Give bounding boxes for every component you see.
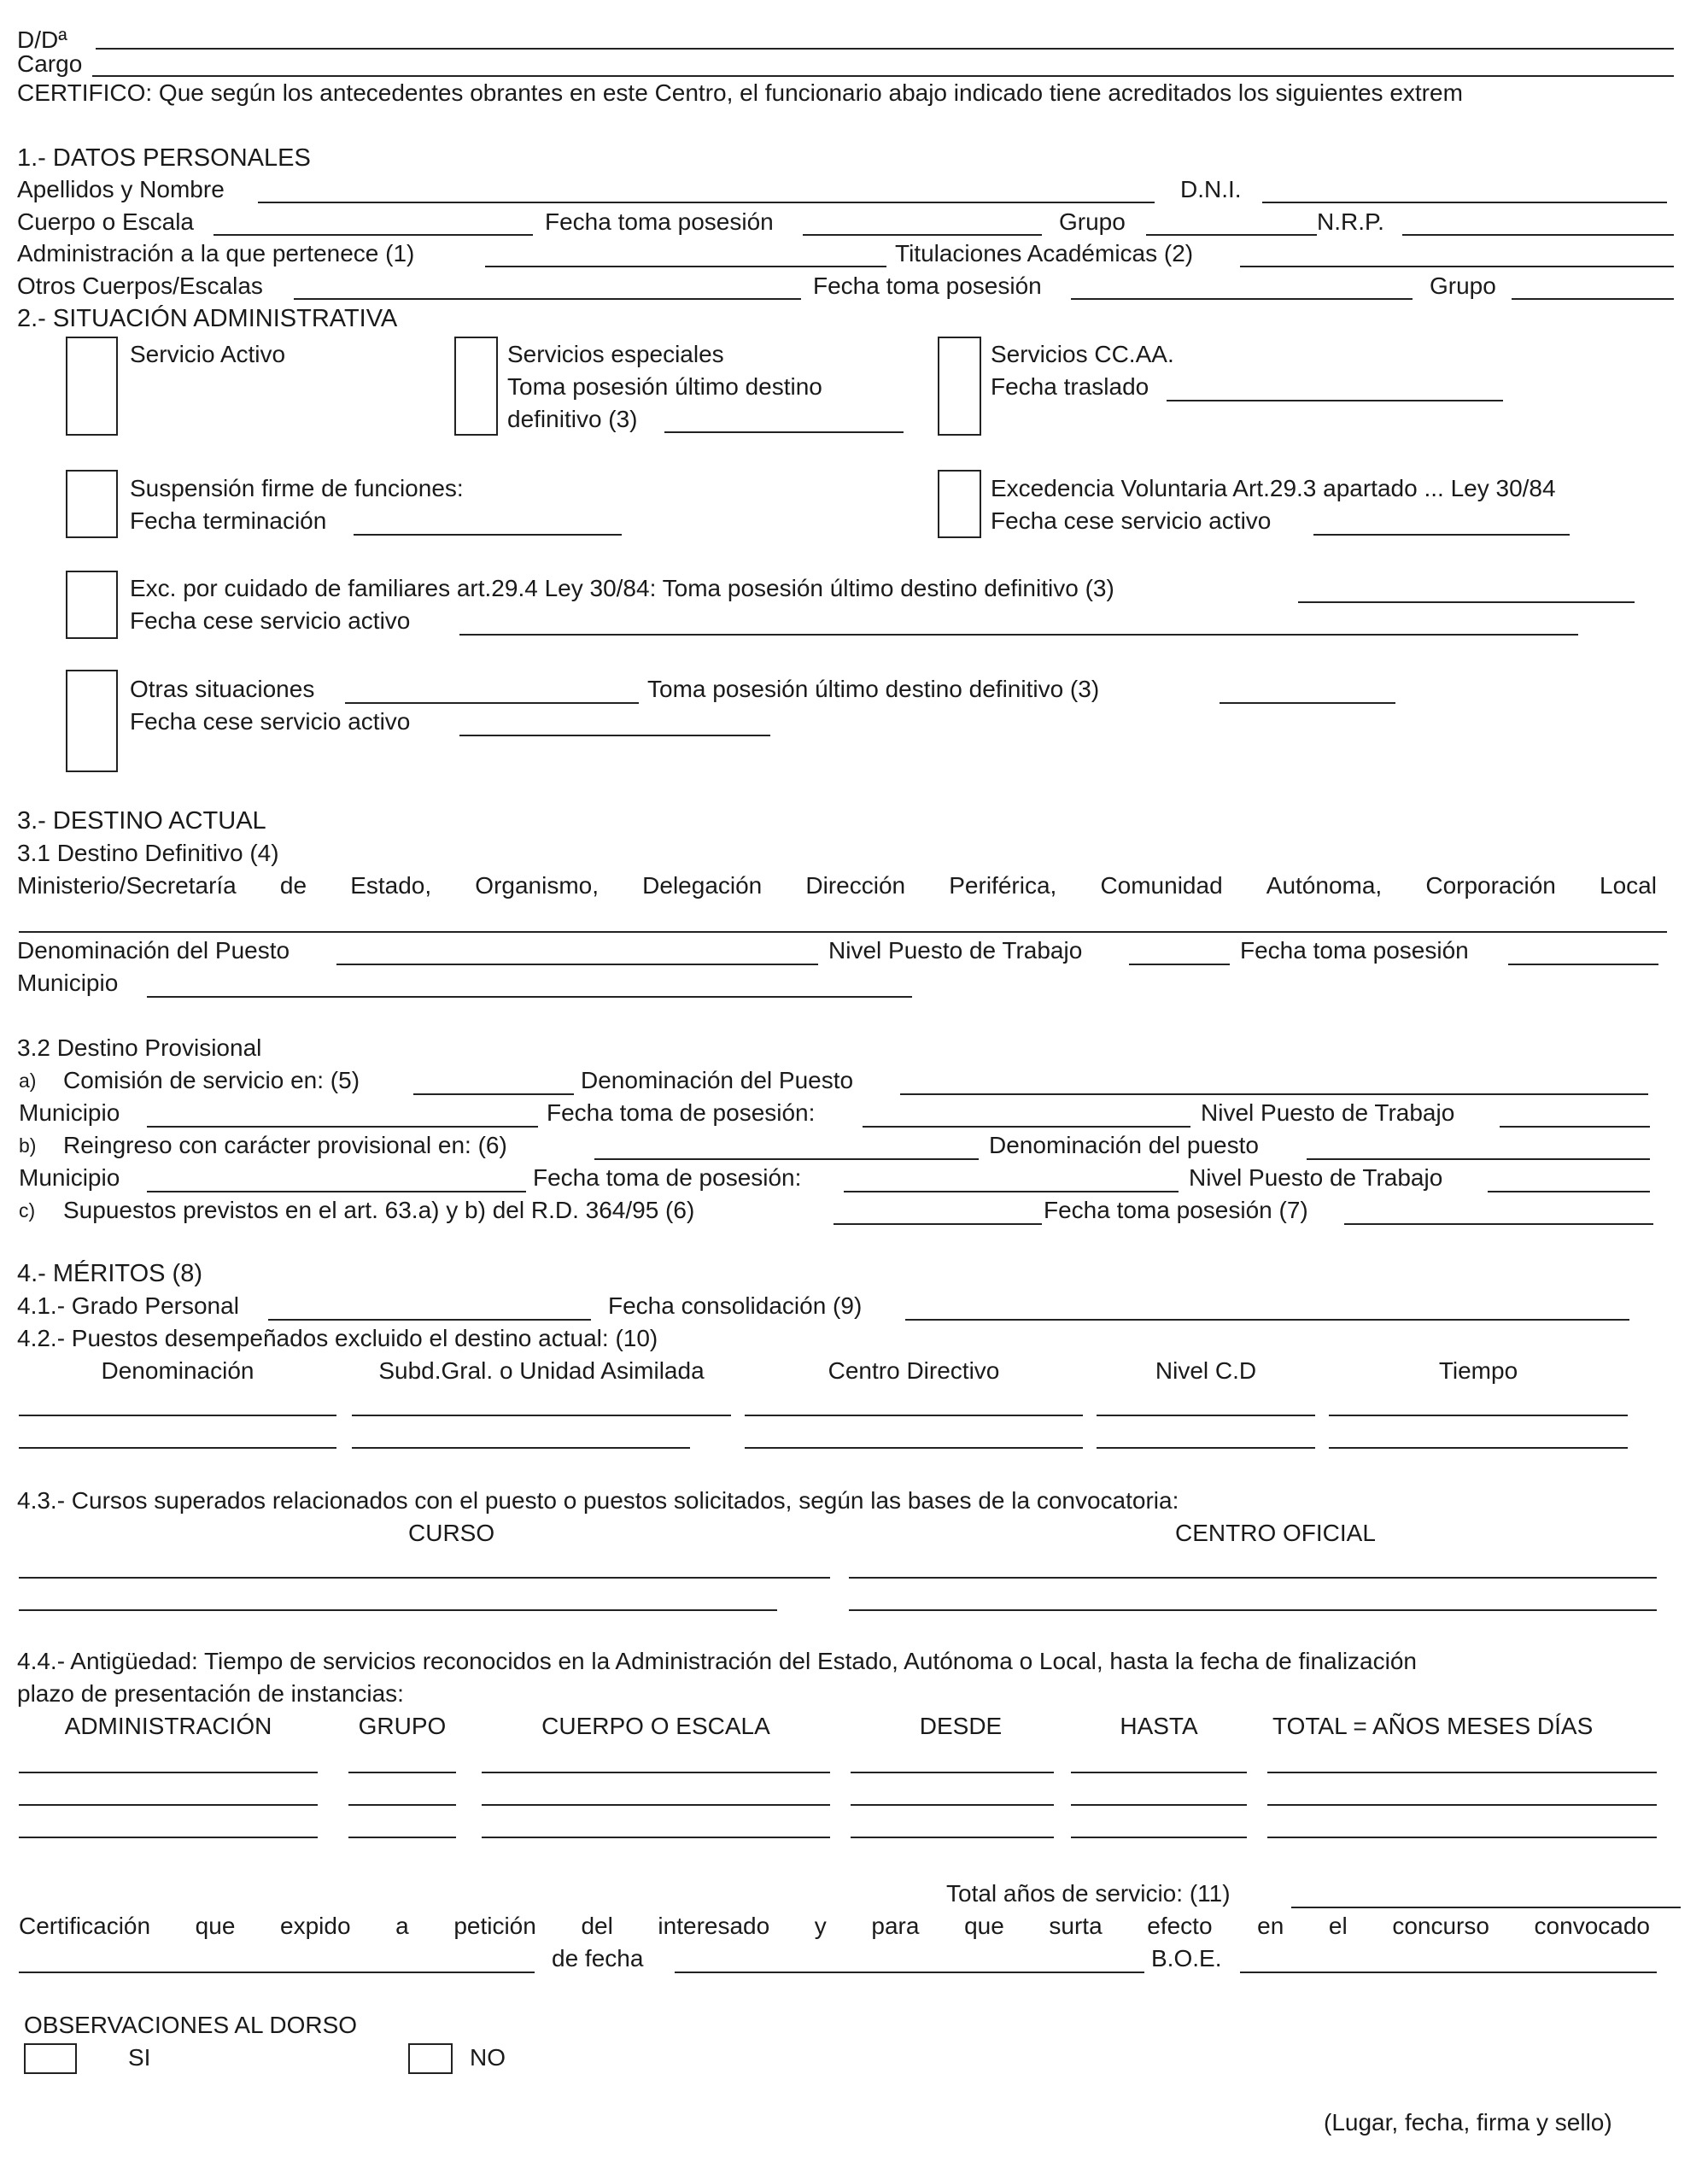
antiguedad-label-2: plazo de presentación de instancias:: [17, 1680, 404, 1707]
checkbox-cuidado-familiares[interactable]: [66, 571, 118, 639]
cert-word: el: [1328, 1913, 1348, 1939]
total-anos-field[interactable]: [1291, 1907, 1681, 1908]
item-a-letter: a): [19, 1069, 37, 1092]
especiales-label-1: Servicios especiales: [507, 341, 724, 367]
otros-cuerpos-field[interactable]: [294, 298, 801, 300]
cert-word: que: [964, 1913, 1004, 1939]
antiguedad-row-3-cuerpo[interactable]: [482, 1837, 830, 1838]
checkbox-servicios-ccaa[interactable]: [938, 337, 981, 436]
grado-label: 4.1.- Grado Personal: [17, 1292, 239, 1319]
col-administracion: ADMINISTRACIÓN: [64, 1713, 272, 1739]
certificacion-line: [19, 1912, 1650, 1941]
fecha-toma2-label: Fecha toma posesión: [813, 272, 1042, 299]
puesto-row-1-subdireccion[interactable]: [352, 1415, 731, 1416]
de-fecha-label: de fecha: [552, 1945, 644, 1972]
comision-denominacion-label: Denominación del Puesto: [581, 1067, 854, 1093]
antiguedad-row-1-total[interactable]: [1267, 1772, 1657, 1773]
reingreso-municipio-field[interactable]: [147, 1191, 526, 1192]
col-nivel: Nivel C.D: [1155, 1357, 1257, 1384]
antiguedad-row-3-desde[interactable]: [851, 1837, 1054, 1838]
certifico-text: CERTIFICO: Que según los antecedentes obrantes en este Centro, el funcionario abajo indicado tiene acreditados los siguientes extrem: [17, 79, 1463, 106]
section-4-title: 4.- MÉRITOS (8): [17, 1260, 202, 1287]
no-label: NO: [470, 2044, 506, 2071]
comision-fecha-field[interactable]: [863, 1126, 1190, 1128]
cuidado-label-2: Fecha cese servicio activo: [130, 607, 411, 634]
cert-word: efecto: [1147, 1913, 1213, 1939]
reingreso-nivel-field[interactable]: [1488, 1191, 1650, 1192]
reingreso-denominacion-field[interactable]: [1307, 1158, 1650, 1160]
puesto-row-1-nivel[interactable]: [1097, 1415, 1315, 1416]
destino-provisional-label: 3.2 Destino Provisional: [17, 1034, 262, 1061]
section-3-title: 3.- DESTINO ACTUAL: [17, 807, 266, 835]
puesto-row-2-subdireccion[interactable]: [352, 1447, 690, 1449]
antiguedad-row-2-hasta[interactable]: [1071, 1804, 1247, 1806]
reingreso-nivel-label: Nivel Puesto de Trabajo: [1189, 1164, 1443, 1191]
comision-label: Comisión de servicio en: (5): [63, 1067, 360, 1093]
ministerio-word: Autónoma,: [1266, 872, 1383, 899]
ministerio-field[interactable]: [19, 931, 1667, 933]
puestos-label: 4.2.- Puestos desempeñados excluido el destino actual: (10): [17, 1325, 658, 1351]
suspension-label-2: Fecha terminación: [130, 507, 327, 534]
cargo-field[interactable]: [92, 75, 1674, 77]
ministerio-word: Local: [1600, 872, 1657, 899]
dd-field[interactable]: [96, 48, 1674, 50]
reingreso-municipio-label: Municipio: [19, 1164, 120, 1191]
dni-label: D.N.I.: [1180, 176, 1242, 202]
cert-word: petición: [453, 1913, 536, 1939]
col-tiempo: Tiempo: [1438, 1357, 1518, 1384]
checkbox-servicio-activo[interactable]: [66, 337, 118, 436]
comision-denominacion-field[interactable]: [900, 1093, 1648, 1095]
nivel-label: Nivel Puesto de Trabajo: [828, 937, 1083, 964]
reingreso-fecha-label: Fecha toma de posesión:: [533, 1164, 802, 1191]
checkbox-excedencia[interactable]: [938, 470, 981, 538]
comision-field[interactable]: [413, 1093, 574, 1095]
antiguedad-row-2-total[interactable]: [1267, 1804, 1657, 1806]
firma-label: (Lugar, fecha, firma y sello): [1324, 2109, 1612, 2136]
ccaa-label-2: Fecha traslado: [991, 373, 1149, 400]
municipio-field[interactable]: [147, 996, 912, 998]
grupo-label: Grupo: [1059, 208, 1126, 235]
otros-cuerpos-label: Otros Cuerpos/Escalas: [17, 272, 263, 299]
cuerpo-label: Cuerpo o Escala: [17, 208, 195, 235]
fecha-toma-3-field[interactable]: [1508, 964, 1658, 965]
boe-label: B.O.E.: [1151, 1945, 1222, 1972]
cert-word: convocado: [1534, 1913, 1650, 1939]
fecha-toma-label: Fecha toma posesión: [545, 208, 774, 235]
cert-word: expido: [280, 1913, 351, 1939]
antiguedad-row-1-grupo[interactable]: [348, 1772, 456, 1773]
cuidado-toma-field[interactable]: [1298, 601, 1635, 603]
destino-definitivo-label: 3.1 Destino Definitivo (4): [17, 840, 279, 866]
puesto-row-1-centro[interactable]: [745, 1415, 1083, 1416]
suspension-field[interactable]: [354, 534, 622, 536]
ccaa-label-1: Servicios CC.AA.: [991, 341, 1174, 367]
comision-municipio-label: Municipio: [19, 1099, 120, 1126]
col-centro-oficial: CENTRO OFICIAL: [1175, 1520, 1376, 1546]
checkbox-no[interactable]: [408, 2043, 453, 2074]
cert-word: concurso: [1392, 1913, 1489, 1939]
supuestos-fecha-label: Fecha toma posesión (7): [1044, 1197, 1308, 1223]
observaciones-label: OBSERVACIONES AL DORSO: [24, 2012, 358, 2038]
item-b-letter: b): [19, 1134, 37, 1157]
total-anos-label: Total años de servicio: (11): [946, 1880, 1231, 1907]
col-grupo: GRUPO: [358, 1713, 447, 1739]
ministerio-word: Estado,: [350, 872, 432, 899]
de-fecha-field[interactable]: [675, 1972, 1144, 1973]
cert-word: interesado: [658, 1913, 770, 1939]
checkbox-si[interactable]: [24, 2043, 77, 2074]
consolidacion-field[interactable]: [905, 1319, 1629, 1321]
antiguedad-row-1-hasta[interactable]: [1071, 1772, 1247, 1773]
col-subdireccion: Subd.Gral. o Unidad Asimilada: [378, 1357, 705, 1384]
ministerio-word: Organismo,: [475, 872, 600, 899]
antiguedad-row-1-desde[interactable]: [851, 1772, 1054, 1773]
col-total: TOTAL = AÑOS MESES DÍAS: [1272, 1713, 1594, 1739]
cert-word: que: [195, 1913, 236, 1939]
antiguedad-row-3-administracion[interactable]: [19, 1837, 318, 1838]
excedencia-label-2: Fecha cese servicio activo: [991, 507, 1272, 534]
col-hasta: HASTA: [1120, 1713, 1198, 1739]
dni-field[interactable]: [1262, 202, 1667, 203]
ministerio-word: Ministerio/Secretaría: [17, 872, 237, 899]
supuestos-label: Supuestos previstos en el art. 63.a) y b) del R.D. 364/95 (6): [63, 1197, 695, 1223]
antiguedad-row-1-administracion[interactable]: [19, 1772, 318, 1773]
antiguedad-row-3-hasta[interactable]: [1071, 1837, 1247, 1838]
reingreso-denominacion-label: Denominación del puesto: [989, 1132, 1259, 1158]
col-curso: CURSO: [408, 1520, 495, 1546]
excedencia-field[interactable]: [1313, 534, 1570, 536]
ministerio-word: Corporación: [1425, 872, 1556, 899]
col-desde: DESDE: [919, 1713, 1003, 1739]
supuestos-fecha-field[interactable]: [1344, 1223, 1653, 1225]
reingreso-field[interactable]: [594, 1158, 979, 1160]
cargo-label: Cargo: [17, 50, 83, 77]
fecha-toma2-field[interactable]: [1071, 298, 1413, 300]
ccaa-field[interactable]: [1167, 400, 1503, 401]
nrp-label: N.R.P.: [1317, 208, 1384, 235]
col-centro-directivo: Centro Directivo: [828, 1357, 1000, 1384]
antiguedad-row-1-cuerpo[interactable]: [482, 1772, 830, 1773]
apellidos-field[interactable]: [258, 202, 1155, 203]
cert-word: en: [1257, 1913, 1284, 1939]
especiales-label-2: Toma posesión último destino: [507, 373, 822, 400]
antiguedad-row-2-grupo[interactable]: [348, 1804, 456, 1806]
otras-toma-field[interactable]: [1220, 702, 1395, 704]
checkbox-otras-situaciones[interactable]: [66, 670, 118, 772]
otras-label-2: Fecha cese servicio activo: [130, 708, 411, 735]
curso-row-1[interactable]: [19, 1577, 830, 1579]
consolidacion-label: Fecha consolidación (9): [608, 1292, 863, 1319]
antiguedad-row-3-grupo[interactable]: [348, 1837, 456, 1838]
reingreso-label: Reingreso con carácter provisional en: (6): [63, 1132, 507, 1158]
dd-label: D/Dª: [17, 26, 67, 53]
cert-word: a: [395, 1913, 409, 1939]
municipio-label: Municipio: [17, 970, 119, 996]
ministerio-word: de: [279, 872, 307, 899]
comision-municipio-field[interactable]: [147, 1126, 538, 1128]
administracion-field[interactable]: [485, 266, 886, 267]
puesto-row-1-tiempo[interactable]: [1329, 1415, 1628, 1416]
checkbox-suspension[interactable]: [66, 470, 118, 538]
especiales-field[interactable]: [664, 431, 904, 433]
item-c-letter: c): [19, 1199, 36, 1222]
administracion-label: Administración a la que pertenece (1): [17, 240, 415, 267]
antiguedad-row-2-cuerpo[interactable]: [482, 1804, 830, 1806]
si-label: SI: [128, 2044, 151, 2071]
col-cuerpo-escala: CUERPO O ESCALA: [541, 1713, 770, 1739]
puesto-row-1-denominacion[interactable]: [19, 1415, 336, 1416]
reingreso-fecha-field[interactable]: [844, 1191, 1179, 1192]
centro-row-2[interactable]: [849, 1609, 1657, 1611]
fecha-toma-3-label: Fecha toma posesión: [1240, 937, 1469, 964]
cert-word: del: [581, 1913, 613, 1939]
ministerio-word: Comunidad: [1100, 872, 1223, 899]
cuidado-label-1: Exc. por cuidado de familiares art.29.4 Ley 30/84: Toma posesión último destino definitivo (3): [130, 575, 1114, 601]
antiguedad-row-3-total[interactable]: [1267, 1837, 1657, 1838]
especiales-label-3: definitivo (3): [507, 406, 638, 432]
puesto-row-2-centro[interactable]: [745, 1447, 1083, 1449]
puesto-row-2-tiempo[interactable]: [1329, 1447, 1628, 1449]
supuestos-field[interactable]: [834, 1223, 1042, 1225]
otras-toma-label: Toma posesión último destino definitivo (3): [647, 676, 1100, 702]
cursos-label: 4.3.- Cursos superados relacionados con el puesto o puestos solicitados, según las bases de la convocatoria:: [17, 1487, 1179, 1514]
otras-cese-field[interactable]: [459, 735, 770, 736]
centro-row-1[interactable]: [849, 1577, 1657, 1579]
otras-situaciones-field[interactable]: [345, 702, 639, 704]
comision-nivel-label: Nivel Puesto de Trabajo: [1201, 1099, 1455, 1126]
nrp-field[interactable]: [1402, 234, 1674, 236]
cert-word: Certificación: [19, 1913, 151, 1939]
titulaciones-label: Titulaciones Académicas (2): [895, 240, 1194, 267]
antiguedad-label-1: 4.4.- Antigüedad: Tiempo de servicios reconocidos en la Administración del Estado, Autónoma o Local, hasta la fecha de finalización: [17, 1648, 1417, 1674]
fecha-toma-field[interactable]: [803, 234, 1042, 236]
puesto-row-2-denominacion[interactable]: [19, 1447, 336, 1449]
comision-fecha-label: Fecha toma de posesión:: [547, 1099, 816, 1126]
antiguedad-row-2-desde[interactable]: [851, 1804, 1054, 1806]
boe-field[interactable]: [1240, 1972, 1657, 1973]
comision-nivel-field[interactable]: [1500, 1126, 1650, 1128]
section-1-title: 1.- DATOS PERSONALES: [17, 144, 311, 172]
section-2-title: 2.- SITUACIÓN ADMINISTRATIVA: [17, 305, 398, 332]
denominacion-field[interactable]: [336, 964, 818, 965]
curso-row-2[interactable]: [19, 1609, 777, 1611]
excedencia-label-1: Excedencia Voluntaria Art.29.3 apartado ... Ley 30/84: [991, 475, 1556, 501]
ministerio-word: Delegación: [642, 872, 763, 899]
grupo-field[interactable]: [1146, 234, 1317, 236]
checkbox-servicios-especiales[interactable]: [454, 337, 498, 436]
grupo2-field[interactable]: [1512, 298, 1674, 300]
apellidos-label: Apellidos y Nombre: [17, 176, 225, 202]
cuidado-cese-field[interactable]: [459, 634, 1578, 636]
ministerio-word: Dirección: [805, 872, 906, 899]
ministerio-line: [17, 871, 1657, 900]
cuerpo-field[interactable]: [214, 234, 533, 236]
cert-word: y: [814, 1913, 827, 1939]
ministerio-word: Periférica,: [949, 872, 1057, 899]
puesto-row-2-nivel[interactable]: [1097, 1447, 1315, 1449]
col-denominacion: Denominación: [101, 1357, 254, 1384]
denominacion-label: Denominación del Puesto: [17, 937, 290, 964]
convocado-field[interactable]: [19, 1972, 535, 1973]
servicio-activo-label: Servicio Activo: [130, 341, 286, 367]
cert-word: surta: [1049, 1913, 1103, 1939]
grupo2-label: Grupo: [1430, 272, 1496, 299]
grado-field[interactable]: [268, 1319, 591, 1321]
suspension-label-1: Suspensión firme de funciones:: [130, 475, 464, 501]
titulaciones-field[interactable]: [1240, 266, 1674, 267]
antiguedad-row-2-administracion[interactable]: [19, 1804, 318, 1806]
otras-label-1: Otras situaciones: [130, 676, 315, 702]
nivel-field[interactable]: [1129, 964, 1230, 965]
cert-word: para: [871, 1913, 920, 1939]
